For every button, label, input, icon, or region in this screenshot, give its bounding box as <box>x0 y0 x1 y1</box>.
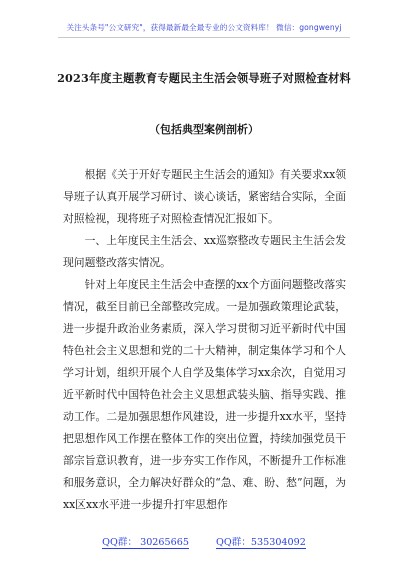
document-body <box>63 164 346 516</box>
document-subtitle: （包括典型案例剖析） <box>149 123 259 136</box>
paragraph: 针对上年度民主生活会中查摆的xx个方面问题整改落实情况，截至目前已全部整改完成。一是加强政策理论武装，进一步提升政治业务素质，深入学习贯彻习近平新时代中国特色社会主义思想和党的二十大精神，制定集体学习和个人学习计划，组织开展个人自学及集体学习xx余次，自觉用习近平新时代中国特色社会主义思想武装头脑、指导实践、推动工作。二是加强思想作风建设，进一步提升xx水平，坚持把思想作风工作摆在整体工作的突出位置，持续加强党员干部宗旨意识教育，进一步夯实工作作风，不断提升工作标准和服务意识，全力解决好群众的“急、难、盼、愁”问题，为xx区xx水平进一步提升打牢思想作 <box>63 278 346 511</box>
paragraph: 一、上年度民主生活会、xx巡察整改专题民主生活会发现问题整改落实情况。 <box>63 234 346 269</box>
header-divider <box>58 37 350 38</box>
qq-group-link-2[interactable]: QQ群：535304092 <box>216 537 306 548</box>
qq-group-link-1[interactable]: QQ群： 30265665 <box>102 537 189 548</box>
header-banner: 关注头条号"公文研究"，获得最新最全最专业的公文资料库！ 微信：gongwenyj <box>66 23 342 32</box>
document-title: 2023年度主题教育专题民主生活会领导班子对照检查材料 <box>57 71 351 85</box>
footer-contact <box>0 537 408 549</box>
paragraph: 根据《关于开好专题民主生活会的通知》有关要求xx领导班子认真开展学习研讨、谈心谈话，紧密结合实际，全面对照检视，现将班子对照检查情况汇报如下。 <box>63 168 346 225</box>
